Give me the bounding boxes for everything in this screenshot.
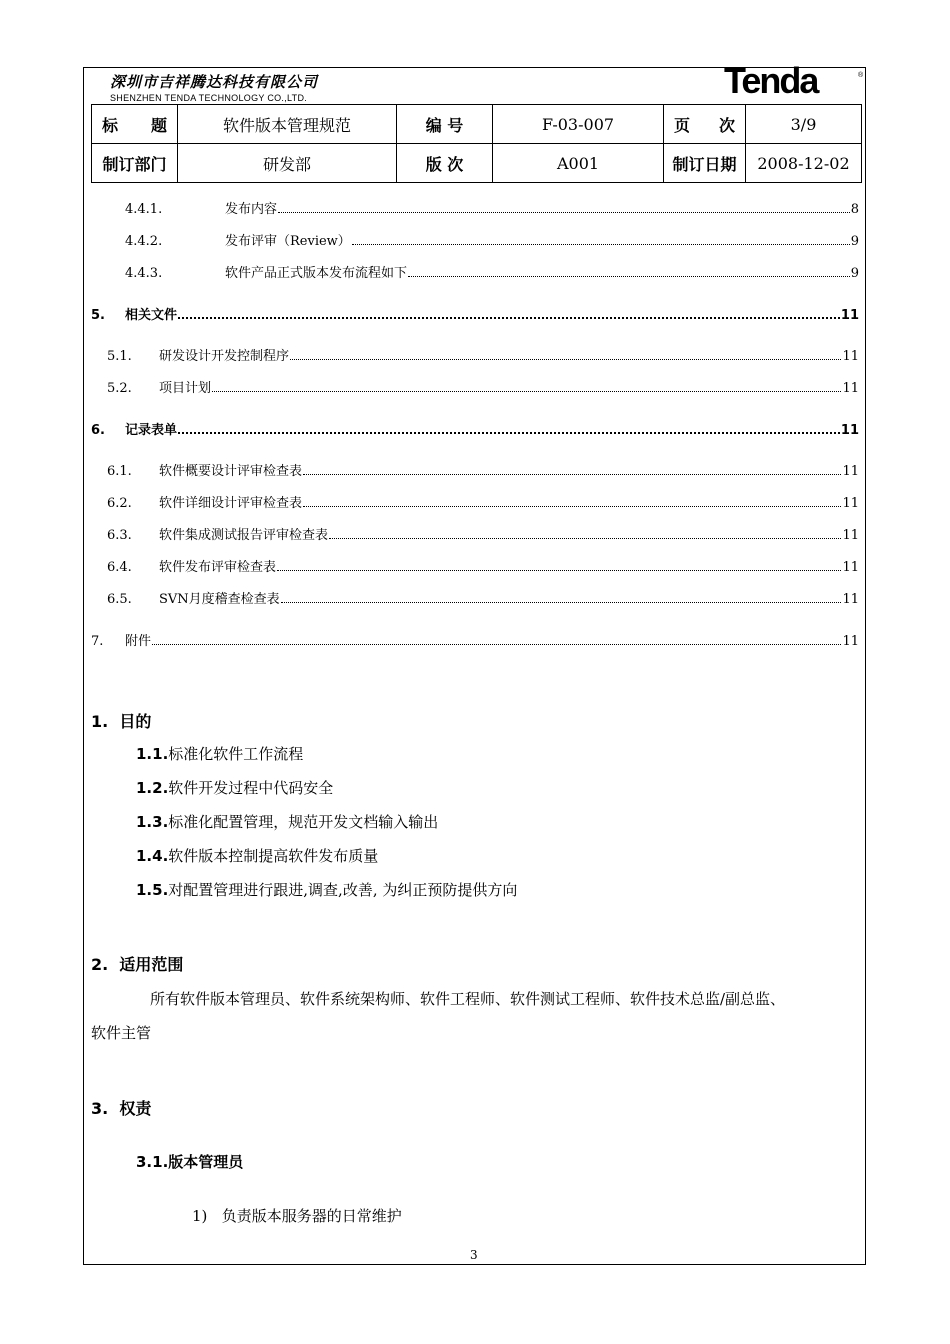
toc-entry[interactable]: 6.5. SVN月度稽查检查表 11 <box>107 592 859 607</box>
code-value: F-03-007 <box>493 105 664 144</box>
toc-entry[interactable]: 6.3. 软件集成测试报告评审检查表 11 <box>107 528 859 543</box>
registered-mark: ® <box>858 72 864 79</box>
company-name-cn: 深圳市吉祥腾达科技有限公司 <box>110 73 319 91</box>
toc-entry[interactable]: 6.2. 软件详细设计评审检查表 11 <box>107 496 859 511</box>
dept-value: 研发部 <box>178 144 397 183</box>
version-value: A001 <box>493 144 664 183</box>
toc-entry[interactable]: 6.4. 软件发布评审检查表 11 <box>107 560 859 575</box>
toc-entry[interactable]: 7. 附件 11 <box>91 634 859 649</box>
toc-entry[interactable]: 5.2. 项目计划 11 <box>107 381 859 396</box>
toc-entry[interactable]: 6.1. 软件概要设计评审检查表 11 <box>107 464 859 479</box>
toc-entry[interactable]: 4.4.2. 发布评审（Review） 9 <box>125 234 859 249</box>
scope-text-line-1: 所有软件版本管理员、软件系统架构师、软件工程师、软件测试工程师、软件技术总监/副总监、 <box>150 990 786 1008</box>
company-name-en: SHENZHEN TENDA TECHNOLOGY CO.,LTD. <box>110 93 308 103</box>
responsibility-item: 1) 负责版本服务器的日常维护 <box>192 1207 402 1225</box>
toc-entry[interactable]: 4.4.3. 软件产品正式版本发布流程如下 9 <box>125 266 859 281</box>
toc-entry[interactable]: 6. 记录表单 11 <box>91 423 859 438</box>
toc-entry[interactable]: 4.4.1. 发布内容 8 <box>125 202 859 217</box>
list-item: 1.3.标准化配置管理，规范开发文档输入输出 <box>136 813 439 831</box>
subsection-heading: 3.1.版本管理员 <box>136 1153 244 1171</box>
document-header-table <box>91 104 862 183</box>
version-label: 版 次 <box>397 144 493 183</box>
section-2-heading: 2. 适用范围 <box>91 955 184 974</box>
code-label: 编 号 <box>397 105 493 144</box>
toc-entry[interactable]: 5. 相关文件 11 <box>91 308 859 323</box>
list-item: 1.5.对配置管理进行跟进,调查,改善, 为纠正预防提供方向 <box>136 881 518 899</box>
title-label: 标 题 <box>92 105 178 144</box>
list-item: 1.4.软件版本控制提高软件发布质量 <box>136 847 379 865</box>
title-value: 软件版本管理规范 <box>178 105 397 144</box>
list-item: 1.1.标准化软件工作流程 <box>136 745 304 763</box>
date-value: 2008-12-02 <box>746 144 862 183</box>
page-label: 页 次 <box>664 105 746 144</box>
section-3-heading: 3. 权责 <box>91 1099 152 1118</box>
scope-text-line-2: 软件主管 <box>91 1024 152 1042</box>
page-value: 3/9 <box>746 105 862 144</box>
section-1-heading: 1. 目的 <box>91 712 152 731</box>
dept-label: 制订部门 <box>92 144 178 183</box>
tenda-logo: Tenda <box>724 60 818 101</box>
company-header <box>110 71 318 103</box>
page-number: 3 <box>470 1248 478 1262</box>
list-item: 1.2.软件开发过程中代码安全 <box>136 779 334 797</box>
toc-entry[interactable]: 5.1. 研发设计开发控制程序 11 <box>107 349 859 364</box>
date-label: 制订日期 <box>664 144 746 183</box>
